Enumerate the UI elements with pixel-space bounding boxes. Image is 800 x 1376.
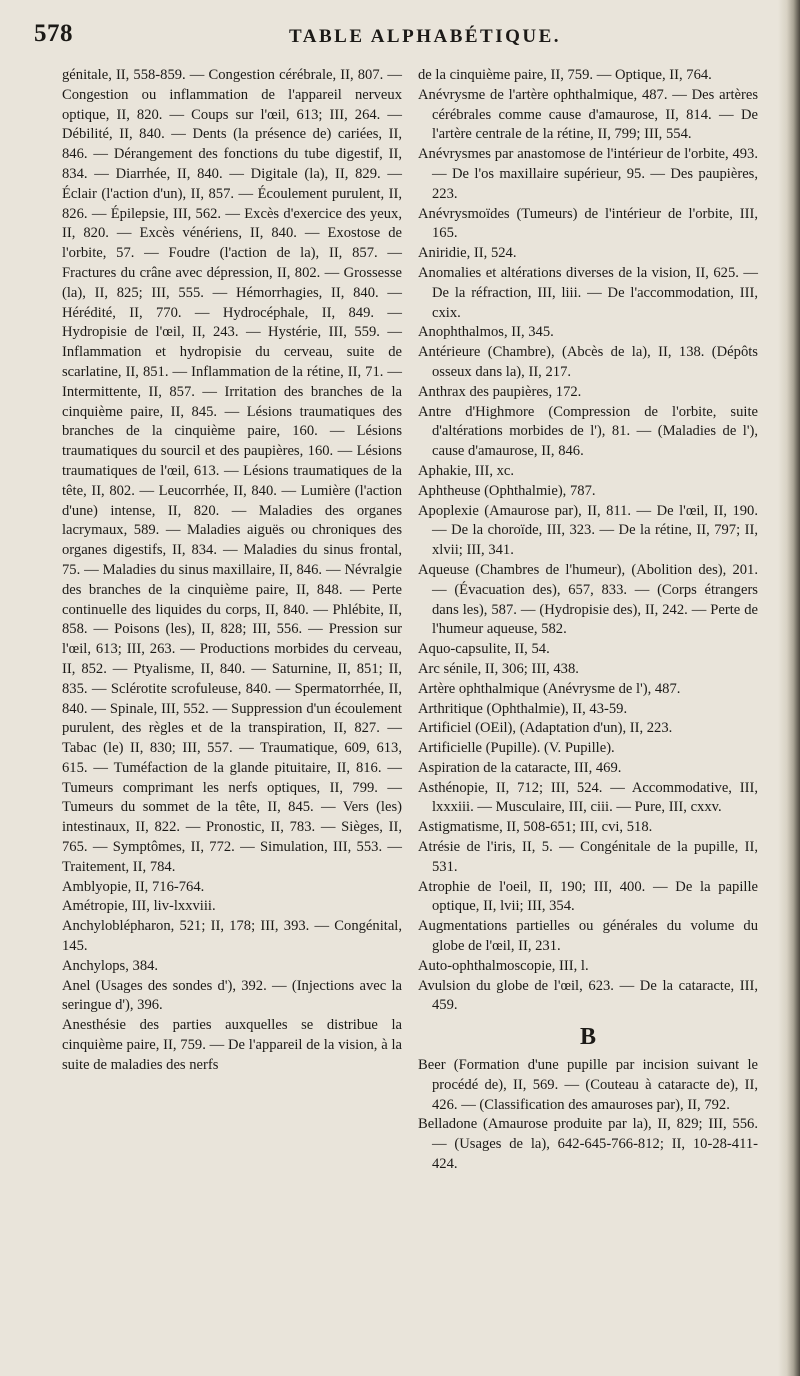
index-entry: Anévrysmes par anastomose de l'intérieur de l'orbite, 493. — De l'os maxillaire supérieur, 95. — Des paupières, 223. bbox=[418, 146, 758, 202]
index-entry: Astigmatisme, II, 508-651; III, cvi, 518. bbox=[418, 819, 653, 836]
left-column bbox=[62, 66, 402, 1076]
index-entry: Artificielle (Pupille). (V. Pupille). bbox=[418, 740, 615, 757]
index-entry: Amblyopie, II, 716-764. bbox=[62, 878, 205, 895]
index-entry: Antérieure (Chambre), (Abcès de la), II, 138. (Dépôts osseux dans la), II, 217. bbox=[418, 344, 758, 380]
page-edge bbox=[778, 0, 800, 1376]
index-entry: Arc sénile, II, 306; III, 438. bbox=[418, 660, 579, 677]
index-entry: Apoplexie (Amaurose par), II, 811. — De l'œil, II, 190. — De la choroïde, III, 323. — De la rétine, II, 797; II, xlvii; III, 341. bbox=[418, 502, 758, 559]
index-entry: Augmentations partielles ou générales du volume du globe de l'œil, II, 231. bbox=[418, 918, 758, 955]
index-entry: Amétropie, III, liv-lxxviii. bbox=[62, 898, 216, 915]
index-entry: Beer (Formation d'une pupille par incision suivant le procédé de), II, 569. — (Couteau à cataracte de), II, 426. — (Classification des amauroses par), II, 792. bbox=[418, 1057, 758, 1113]
index-entry: Anel (Usages des sondes d'), 392. — (Injections avec la seringue d'), 396. bbox=[62, 977, 402, 1014]
index-entry: Artificiel (OEil), (Adaptation d'un), II, 223. bbox=[418, 720, 673, 737]
index-entry: Aniridie, II, 524. bbox=[418, 245, 517, 262]
index-entry: Anophthalmos, II, 345. bbox=[418, 324, 554, 341]
index-entry: Asthénopie, II, 712; III, 524. — Accommodative, III, lxxxiii. — Musculaire, III, ciii. — Pure, III, cxxv. bbox=[418, 779, 758, 816]
index-entry: Aphakie, III, xc. bbox=[418, 462, 515, 479]
index-entry: Antre d'Highmore (Compression de l'orbite, suite d'altérations morbides de l'), 81. — (Maladies de l'), cause d'amaurose, II, 846. bbox=[418, 403, 758, 460]
index-entry: Anévrysme de l'artère ophthalmique, 487. — Des artères cérébrales comme cause d'amaurose, II, 814. — De l'artère centrale de la rétine, II, 799; III, 554. bbox=[418, 86, 758, 143]
section-letter: B bbox=[579, 1024, 596, 1051]
index-entry: de la cinquième paire, II, 759. — Optique, II, 764. bbox=[418, 67, 712, 83]
index-entry: Aquo-capsulite, II, 54. bbox=[418, 641, 550, 658]
index-entry: Arthritique (Ophthalmie), II, 43-59. bbox=[418, 700, 628, 717]
index-entry: Avulsion du globe de l'œil, 623. — De la cataracte, III, 459. bbox=[418, 977, 758, 1014]
right-column bbox=[418, 66, 758, 1175]
index-entry: Anesthésie des parties auxquelles se distribue la cinquième paire, II, 759. — De l'appareil de la vision, à la suite de maladies des nerfs bbox=[62, 1017, 402, 1073]
index-entry: Artère ophthalmique (Anévrysme de l'), 487. bbox=[418, 680, 681, 697]
index-entry: Anévrysmoïdes (Tumeurs) de l'intérieur de l'orbite, III, 165. bbox=[418, 205, 758, 242]
page-number: 578 bbox=[34, 20, 73, 47]
index-entry: Aspiration de la cataracte, III, 469. bbox=[418, 759, 622, 776]
running-title: TABLE ALPHABÉTIQUE. bbox=[289, 26, 562, 47]
index-entry: Aqueuse (Chambres de l'humeur), (Abolition des), 201. — (Évacuation des), 657, 833. — (Corps étrangers dans les), 587. — (Hydropisie des), II, 242. — Perte de l'humeur aqueuse, 582. bbox=[418, 561, 758, 638]
index-entry: Auto-ophthalmoscopie, III, l. bbox=[418, 957, 589, 974]
index-entry: Anchyloblépharon, 521; II, 178; III, 393. — Congénital, 145. bbox=[62, 918, 402, 955]
index-entry: Anchylops, 384. bbox=[62, 957, 159, 974]
index-entry: génitale, II, 558-859. — Congestion cérébrale, II, 807. — Congestion ou inflammation de l'appareil nerveux optique, II, 820. — Coups sur l'œil, 613; III, 264. — Débilité, II, 840. — Dents (la présence de) cariées, II, 846. — Dérangement des fonctions du tube digestif, II, 834. — Diarrhée, II, 840. — Digitale (la), II, 829. — Éclair (l'action d'un), II, 857. — Écoulement purulent, II, 826. — Épilepsie, III, 562. — Excès d'exercice des yeux, II, 820. — Excès vénériens, II, 840. — Exostose de l'orbite, 57. — Foudre (l'action de la), II, 857. — Fractures du crâne avec dépression, II, 802. — Grossesse (la), II, 825; III, 555. — Hémorrhagies, II, 840. — Hérédité, II, 770. — Hydrocéphale, II, 849. — Hydropisie de l'œil, II, 243. — Hystérie, III, 559. — Inflammation et hydropisie du cerveau, suite de scarlatine, II, 851. — Inflammation de la rétine, II, 71. — Intermittente, II, 857. — Irritation des branches de la cinquième paire, II, 845. — Lésions traumatiques des branches de la cinquième paire, 160. — Lésions traumatiques du sourcil et des paupières, 160. — Lésions traumatiques de l'œil, 613. — Lésions traumatiques de la tête, II, 802. — Leucorrhée, II, 840. — Lumière (l'action d'une) intense, II, 820. — Maladies des organes lacrymaux, 589. — Maladies aiguës ou chroniques des organes digestifs, II, 834. — Maladies du sinus frontal, 75. — Maladies du sinus maxillaire, II, 846. — Névralgie des branches de la cinquième paire, II, 848. — Perte continuelle des liquides du corps, II, 840. — Phlébite, II, 858. — Poisons (les), II, 828; III, 556. — Pression sur l'œil, 613; III, 263. — Productions morbides du cerveau, II, 852. — Ptyalisme, II, 840. — Saturnine, II, 851; II, 835. — Sclérotite scrofuleuse, 840. — Spermatorrhée, II, 840. — Spinale, III, 552. — Suppression d'un écoulement purulent, des règles et de la transpiration, II, 827. — Tabac (le) II, 830; III, 557. — Traumatique, 609, 613, 615. — Tuméfaction de la glande pituitaire, II, 816. — Tumeurs comprimant les nerfs optiques, II, 799. — Tumeurs du sommet de la tête, II, 845. — Vers (les) intestinaux, II, 822. — Pronostic, II, 783. — Sièges, II, 765. — Symptômes, II, 772. — Simulation, III, 553. — Traitement, II, 784. bbox=[62, 67, 402, 875]
index-entry: Belladone (Amaurose produite par la), II, 829; III, 556. — (Usages de la), 642-645-766-812; II, 10-28-411-424. bbox=[418, 1116, 758, 1173]
index-entry: Atrophie de l'oeil, II, 190; III, 400. — De la papille optique, II, lvii; III, 354. bbox=[418, 878, 758, 915]
index-entry: Anomalies et altérations diverses de la vision, II, 625. — De la réfraction, III, liii. — De l'accommodation, III, cxix. bbox=[418, 264, 758, 321]
index-entry: Anthrax des paupières, 172. bbox=[418, 383, 582, 400]
page-header bbox=[34, 14, 774, 54]
index-entry: Atrésie de l'iris, II, 5. — Congénitale de la pupille, II, 531. bbox=[418, 839, 758, 875]
index-entry: Aphtheuse (Ophthalmie), 787. bbox=[418, 482, 596, 499]
